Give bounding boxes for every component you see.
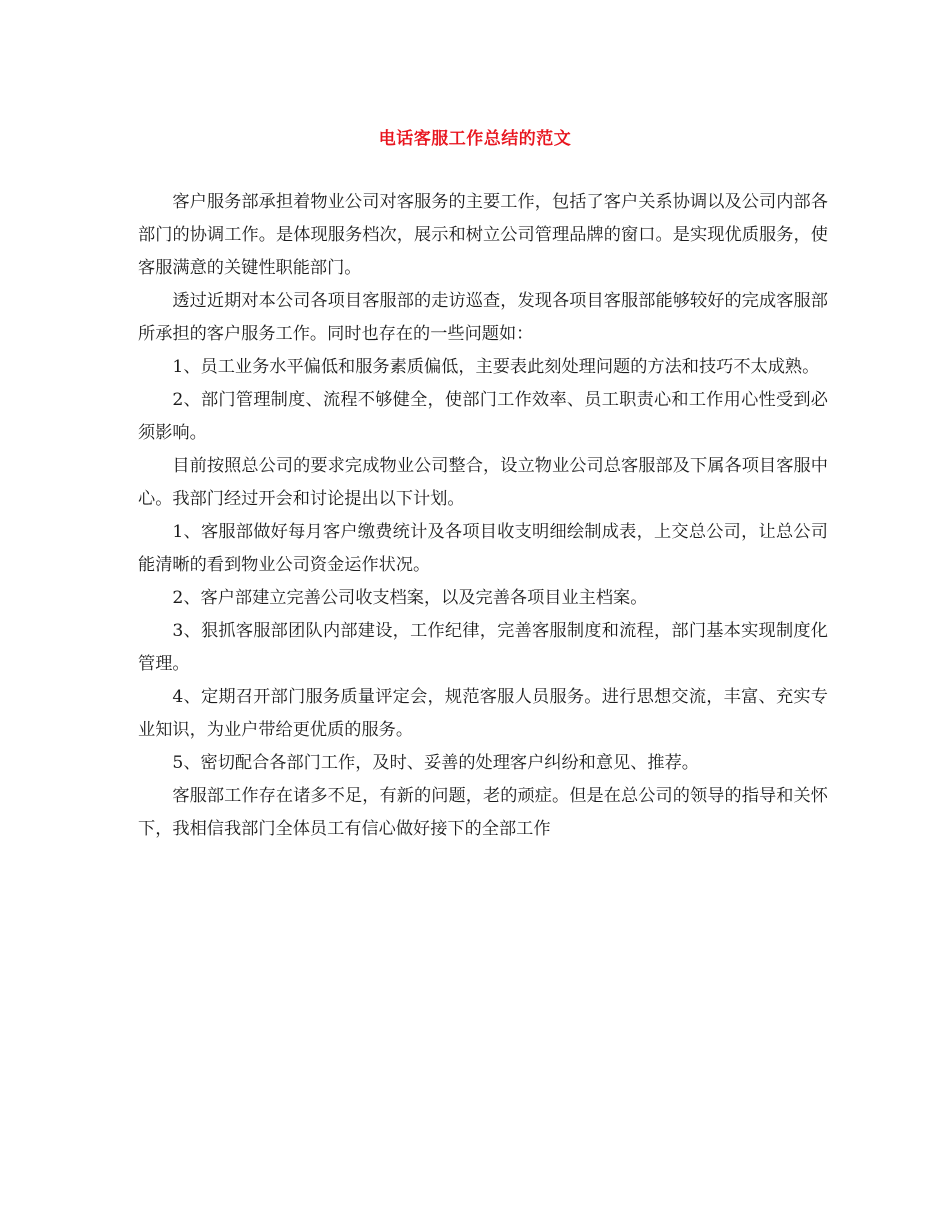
document-body bbox=[138, 186, 828, 846]
paragraph-plan-2: 2、客户部建立完善公司收支档案，以及完善各项目业主档案。 bbox=[172, 588, 648, 608]
paragraph-inspection: 透过近期对本公司各项目客服部的走访巡查，发现各项目客服部能够较好的完成客服部所承担的客户服务工作。同时也存在的一些问题如： bbox=[138, 291, 828, 344]
paragraph-plan-4: 4、定期召开部门服务质量评定会，规范客服人员服务。进行思想交流，丰富、充实专业知识，为业户带给更优质的服务。 bbox=[138, 687, 828, 740]
paragraph-intro: 客户服务部承担着物业公司对客服务的主要工作，包括了客户关系协调以及公司内部各部门的协调工作。是体现服务档次，展示和树立公司管理品牌的窗口。是实现优质服务，使客服满意的关键性职能部门。 bbox=[138, 192, 828, 278]
paragraph-plan-5: 5、密切配合各部门工作，及时、妥善的处理客户纠纷和意见、推荐。 bbox=[172, 753, 699, 773]
paragraph-conclusion: 客服部工作存在诸多不足，有新的问题，老的顽症。但是在总公司的领导的指导和关怀下，我相信我部门全体员工有信心做好接下的全部工作 bbox=[138, 786, 828, 839]
paragraph-plan-1: 1、客服部做好每月客户缴费统计及各项目收支明细绘制成表，上交总公司，让总公司能清晰的看到物业公司资金运作状况。 bbox=[138, 522, 828, 575]
paragraph-plan-3: 3、狠抓客服部团队内部建设，工作纪律，完善客服制度和流程，部门基本实现制度化管理。 bbox=[138, 621, 828, 674]
paragraph-issue-2: 2、部门管理制度、流程不够健全，使部门工作效率、员工职责心和工作用心性受到必须影响。 bbox=[138, 390, 828, 443]
document-title: 电话客服工作总结的范文 bbox=[378, 129, 572, 149]
paragraph-plan-intro: 目前按照总公司的要求完成物业公司整合，设立物业公司总客服部及下属各项目客服中心。我部门经过开会和讨论提出以下计划。 bbox=[138, 456, 828, 509]
paragraph-issue-1: 1、员工业务水平偏低和服务素质偏低，主要表此刻处理问题的方法和技巧不太成熟。 bbox=[172, 357, 820, 377]
